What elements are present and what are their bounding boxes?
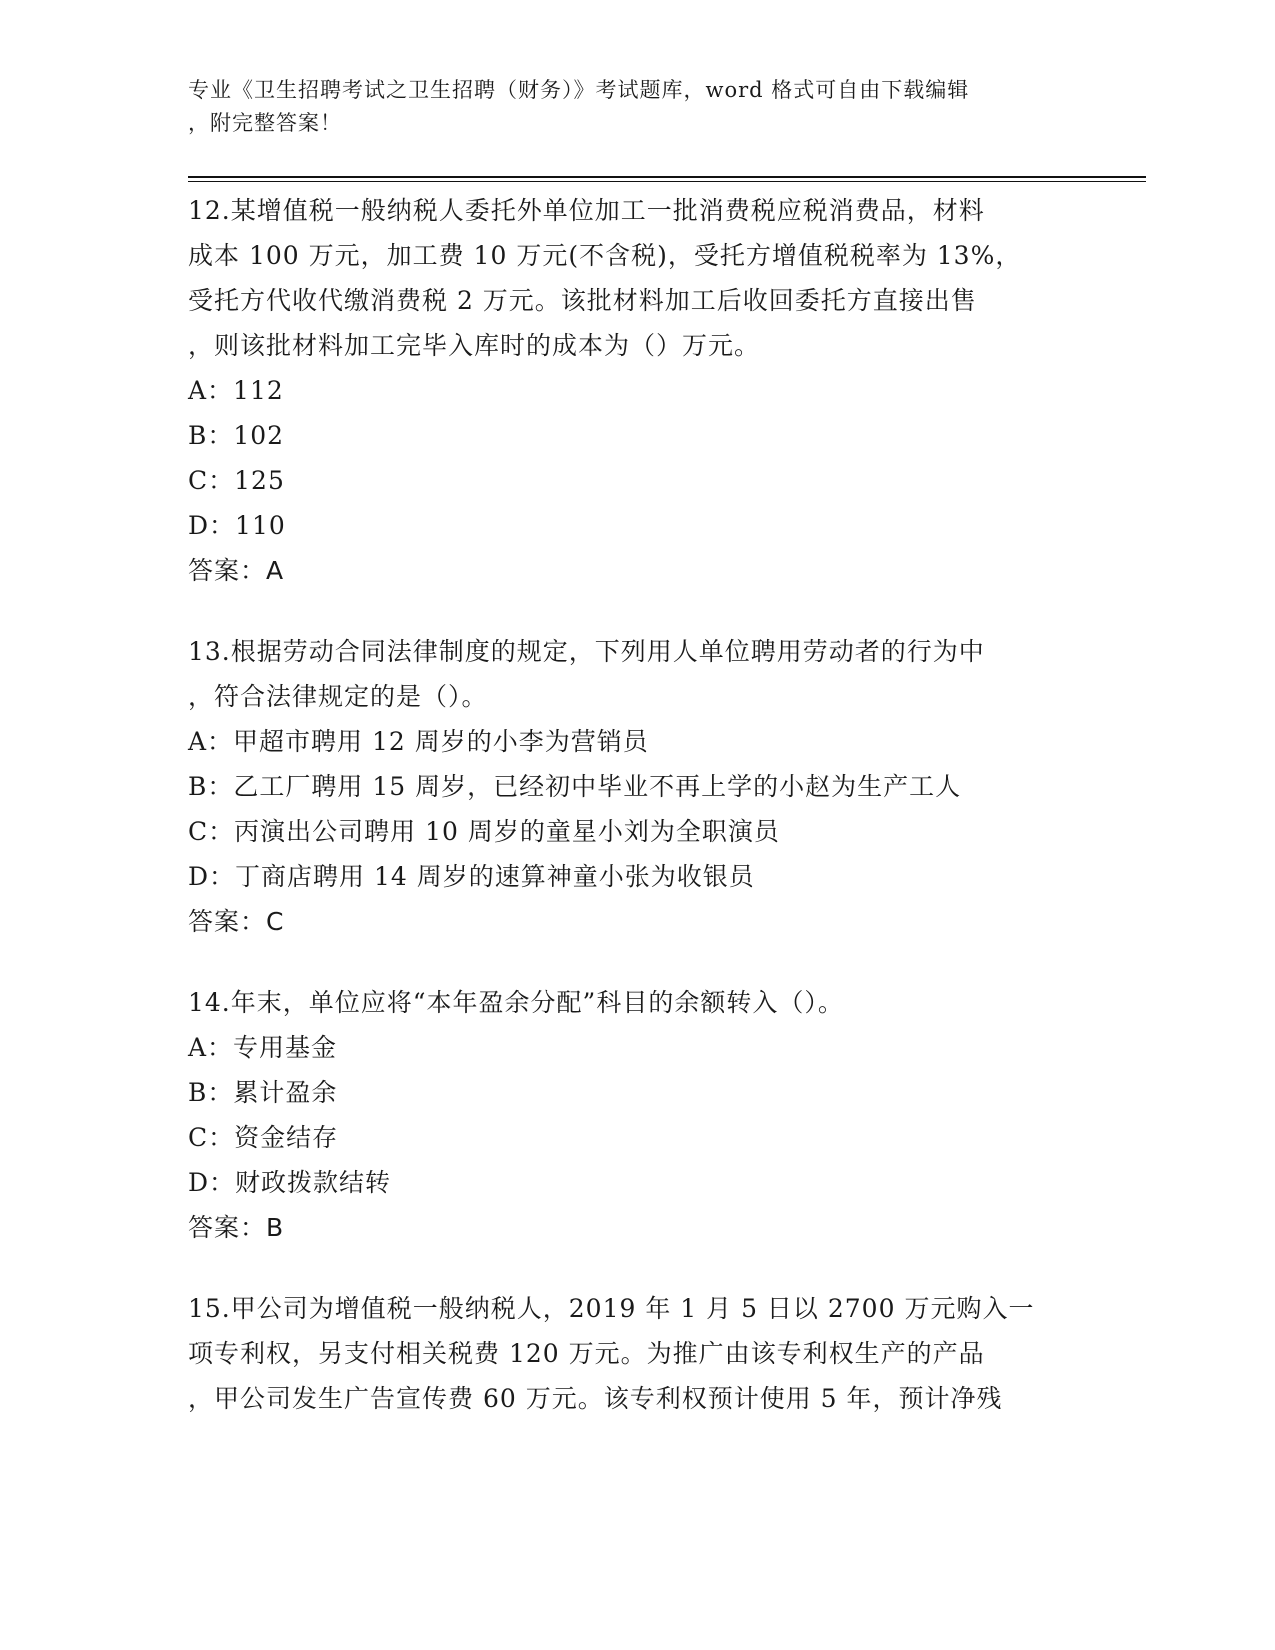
option-a: A：甲超市聘用 12 周岁的小李为营销员	[188, 727, 649, 756]
option-d: D：丁商店聘用 14 周岁的速算神童小张为收银员	[188, 862, 755, 891]
option-a: A：专用基金	[188, 1033, 338, 1062]
option-b: B：乙工厂聘用 15 周岁，已经初中毕业不再上学的小赵为生产工人	[188, 772, 962, 801]
question-15	[188, 1286, 1088, 1421]
option-c: C：丙演出公司聘用 10 周岁的童星小刘为全职演员	[188, 817, 780, 846]
option-d: D：110	[188, 511, 286, 540]
question-text-line: ，符合法律规定的是（）。	[188, 682, 488, 711]
question-text-line: ，甲公司发生广告宣传费 60 万元。该专利权预计使用 5 年，预计净残	[188, 1384, 1003, 1413]
document-header	[188, 74, 1068, 140]
header-line-1: 专业《卫生招聘考试之卫生招聘（财务）》考试题库，word 格式可自由下载编辑	[188, 78, 970, 102]
header-line-2: ，附完整答案！	[188, 111, 342, 135]
question-text-line: 13.根据劳动合同法律制度的规定，下列用人单位聘用劳动者的行为中	[188, 637, 985, 666]
question-text-line: 项专利权，另支付相关税费 120 万元。为推广由该专利权生产的产品	[188, 1339, 985, 1368]
option-c: C：资金结存	[188, 1123, 339, 1152]
question-list	[188, 188, 1088, 1457]
question-12	[188, 188, 1088, 593]
question-text-line: 受托方代收代缴消费税 2 万元。该批材料加工后收回委托方直接出售	[188, 286, 977, 315]
option-d: D：财政拨款结转	[188, 1168, 392, 1197]
answer-line: 答案：A	[188, 556, 285, 585]
header-divider-thin	[188, 181, 1146, 182]
question-14	[188, 980, 1088, 1250]
question-text-line: 12.某增值税一般纳税人委托外单位加工一批消费税应税消费品，材料	[188, 196, 985, 225]
option-c: C：125	[188, 466, 285, 495]
option-b: B：102	[188, 421, 285, 450]
question-text-line: 14.年末，单位应将“本年盈余分配”科目的余额转入（）。	[188, 988, 844, 1017]
header-divider-thick	[188, 176, 1146, 178]
question-13	[188, 629, 1088, 944]
answer-line: 答案：C	[188, 907, 285, 936]
question-text-line: ，则该批材料加工完毕入库时的成本为（）万元。	[188, 331, 761, 360]
question-text-line: 成本 100 万元，加工费 10 万元(不含税)，受托方增值税税率为 13%，	[188, 241, 1022, 270]
question-text-line: 15.甲公司为增值税一般纳税人，2019 年 1 月 5 日以 2700 万元购入一	[188, 1294, 1035, 1323]
option-a: A：112	[188, 376, 284, 405]
option-b: B：累计盈余	[188, 1078, 338, 1107]
answer-line: 答案：B	[188, 1213, 285, 1242]
